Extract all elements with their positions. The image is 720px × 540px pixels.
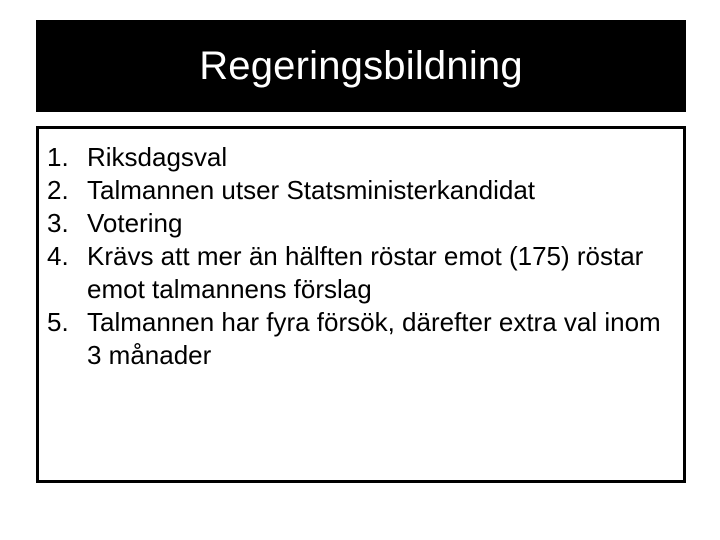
list-item [39,240,683,306]
list-item [39,174,683,207]
list-item-text: Talmannen har fyra försök, därefter extra val inom 3 månader [87,307,661,370]
list-item-number: 1. [47,142,69,172]
content-box [36,126,686,483]
numbered-list [39,141,683,372]
list-item-text: Talmannen utser Statsministerkandidat [87,175,536,205]
list-item-text: Riksdagsval [87,142,228,172]
list-item [39,207,683,240]
list-item [39,141,683,174]
list-item-number: 4. [47,241,69,271]
slide-title: Regeringsbildning [199,44,523,88]
title-bar [36,20,686,112]
list-item-text: Krävs att mer än hälften röstar emot (175) röstar emot talmannens förslag [87,241,644,304]
list-item [39,306,683,372]
list-item-text: Votering [87,208,183,238]
list-item-number: 3. [47,208,69,238]
list-item-number: 2. [47,175,69,205]
list-item-number: 5. [47,307,69,337]
